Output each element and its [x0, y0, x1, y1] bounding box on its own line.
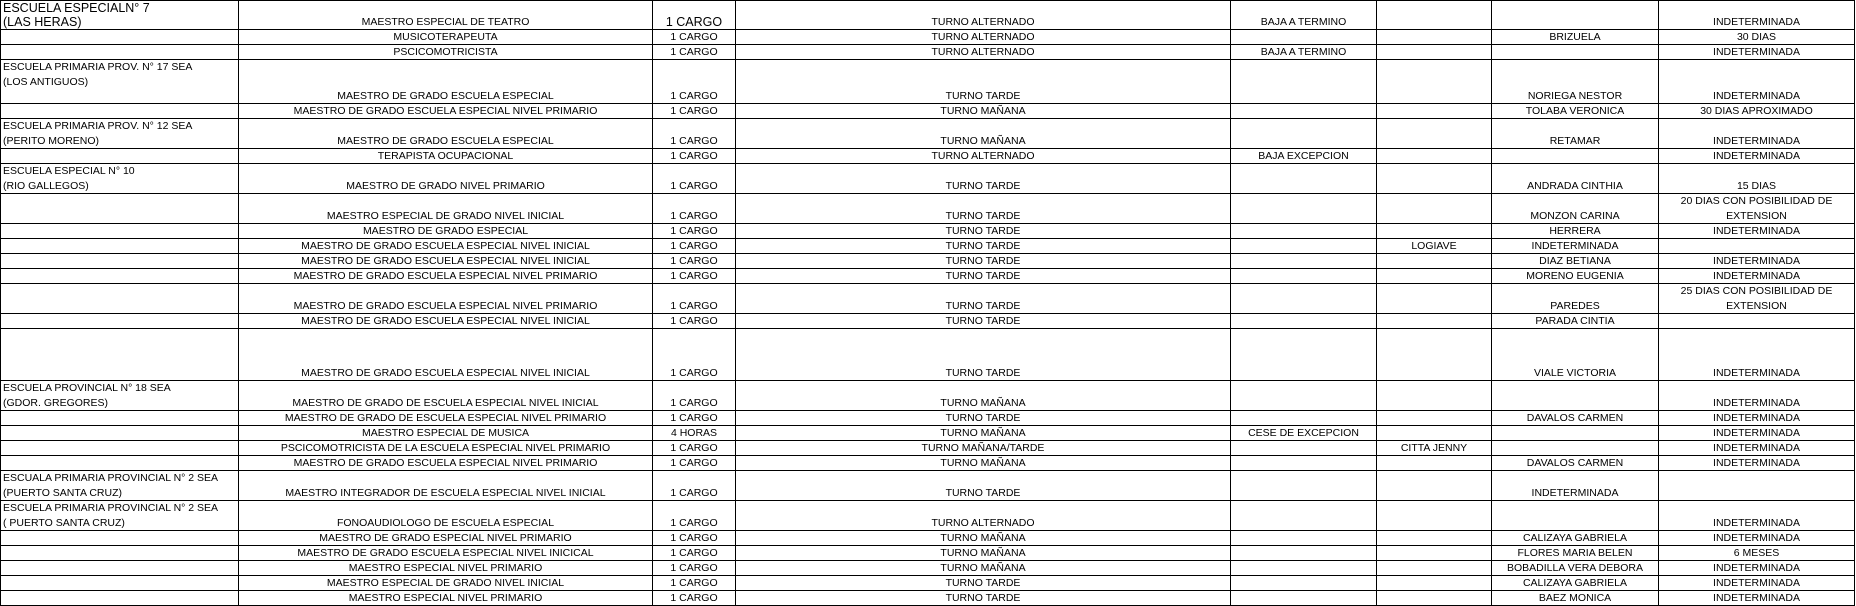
holder-cell: [1377, 104, 1492, 119]
holder-cell: [1377, 456, 1492, 471]
holder-cell: [1377, 60, 1492, 104]
shift-cell: TURNO TARDE: [736, 254, 1231, 269]
school-cell: [1, 546, 239, 561]
school-cell: ESCUELA PRIMARIA PROV. N° 17 SEA (LOS ANTIGUOS): [1, 60, 239, 104]
reason-cell: BAJA A TERMINO: [1231, 45, 1377, 60]
holder-cell: [1377, 254, 1492, 269]
holder-cell: [1377, 1, 1492, 30]
holder-cell: [1377, 471, 1492, 501]
quantity-cell: 1 CARGO: [653, 561, 736, 576]
position-cell: MAESTRO DE GRADO ESCUELA ESPECIAL NIVEL INICICAL: [239, 546, 653, 561]
school-cell: [1, 576, 239, 591]
duration-cell: INDETERMINADA: [1659, 456, 1855, 471]
school-cell: [1, 284, 239, 314]
duration-cell: INDETERMINADA: [1659, 329, 1855, 381]
replacement-cell: [1492, 1, 1659, 30]
reason-cell: [1231, 329, 1377, 381]
replacement-cell: BRIZUELA: [1492, 30, 1659, 45]
replacement-cell: CALIZAYA GABRIELA: [1492, 531, 1659, 546]
holder-cell: [1377, 164, 1492, 194]
shift-cell: TURNO TARDE: [736, 411, 1231, 426]
position-cell: PSCICOMOTRICISTA DE LA ESCUELA ESPECIAL NIVEL PRIMARIO: [239, 441, 653, 456]
position-cell: MAESTRO DE GRADO ESPECIAL: [239, 224, 653, 239]
school-cell: ESCUELA PROVINCIAL N° 18 SEA (GDOR. GREGORES): [1, 381, 239, 411]
school-cell: [1, 30, 239, 45]
shift-cell: TURNO TARDE: [736, 194, 1231, 224]
duration-cell: INDETERMINADA: [1659, 501, 1855, 531]
shift-cell: TURNO TARDE: [736, 576, 1231, 591]
school-cell: [1, 254, 239, 269]
reason-cell: [1231, 224, 1377, 239]
reason-cell: [1231, 164, 1377, 194]
quantity-cell: 1 CARGO: [653, 30, 736, 45]
table-row: [1, 471, 1855, 501]
quantity-cell: 1 CARGO: [653, 501, 736, 531]
school-cell: [1, 149, 239, 164]
replacement-cell: DIAZ BETIANA: [1492, 254, 1659, 269]
shift-cell: TURNO MAÑANA: [736, 561, 1231, 576]
quantity-cell: 1 CARGO: [653, 254, 736, 269]
replacement-cell: DAVALOS CARMEN: [1492, 456, 1659, 471]
replacement-cell: INDETERMINADA: [1492, 471, 1659, 501]
holder-cell: [1377, 411, 1492, 426]
holder-cell: [1377, 119, 1492, 149]
duration-cell: INDETERMINADA: [1659, 426, 1855, 441]
quantity-cell: 4 HORAS: [653, 426, 736, 441]
table-row: [1, 441, 1855, 456]
duration-cell: INDETERMINADA: [1659, 254, 1855, 269]
position-cell: MAESTRO ESPECIAL DE TEATRO: [239, 1, 653, 30]
reason-cell: [1231, 441, 1377, 456]
table-row: [1, 314, 1855, 329]
school-cell: [1, 239, 239, 254]
school-cell: [1, 314, 239, 329]
position-cell: MAESTRO INTEGRADOR DE ESCUELA ESPECIAL NIVEL INICIAL: [239, 471, 653, 501]
replacement-cell: VIALE VICTORIA: [1492, 329, 1659, 381]
duration-cell: INDETERMINADA: [1659, 224, 1855, 239]
holder-cell: [1377, 149, 1492, 164]
holder-cell: [1377, 329, 1492, 381]
duration-cell: 30 DIAS: [1659, 30, 1855, 45]
reason-cell: [1231, 381, 1377, 411]
reason-cell: [1231, 576, 1377, 591]
table-row: [1, 45, 1855, 60]
position-cell: MAESTRO DE GRADO ESCUELA ESPECIAL NIVEL PRIMARIO: [239, 456, 653, 471]
reason-cell: [1231, 456, 1377, 471]
reason-cell: [1231, 546, 1377, 561]
table-row: [1, 164, 1855, 194]
quantity-cell: 1 CARGO: [653, 591, 736, 606]
school-cell: [1, 224, 239, 239]
quantity-cell: 1 CARGO: [653, 329, 736, 381]
quantity-cell: 1 CARGO: [653, 164, 736, 194]
duration-cell: INDETERMINADA: [1659, 411, 1855, 426]
replacement-cell: PARADA CINTIA: [1492, 314, 1659, 329]
replacement-cell: PAREDES: [1492, 284, 1659, 314]
holder-cell: [1377, 531, 1492, 546]
duration-cell: INDETERMINADA: [1659, 1, 1855, 30]
shift-cell: TURNO TARDE: [736, 314, 1231, 329]
shift-cell: TURNO TARDE: [736, 224, 1231, 239]
school-cell: [1, 45, 239, 60]
shift-cell: TURNO MAÑANA: [736, 119, 1231, 149]
quantity-cell: 1 CARGO: [653, 531, 736, 546]
holder-cell: [1377, 561, 1492, 576]
replacement-cell: BOBADILLA VERA DEBORA: [1492, 561, 1659, 576]
shift-cell: TURNO TARDE: [736, 284, 1231, 314]
table-row: [1, 546, 1855, 561]
replacement-cell: [1492, 426, 1659, 441]
shift-cell: TURNO TARDE: [736, 60, 1231, 104]
school-cell: [1, 426, 239, 441]
replacement-cell: ANDRADA CINTHIA: [1492, 164, 1659, 194]
school-cell: [1, 411, 239, 426]
position-cell: MAESTRO DE GRADO NIVEL PRIMARIO: [239, 164, 653, 194]
quantity-cell: 1 CARGO: [653, 546, 736, 561]
position-cell: MAESTRO DE GRADO DE ESCUELA ESPECIAL NIVEL PRIMARIO: [239, 411, 653, 426]
table-row: [1, 194, 1855, 224]
duration-cell: 25 DIAS CON POSIBILIDAD DE EXTENSION: [1659, 284, 1855, 314]
duration-cell: INDETERMINADA: [1659, 561, 1855, 576]
shift-cell: TURNO ALTERNADO: [736, 1, 1231, 30]
duration-cell: INDETERMINADA: [1659, 119, 1855, 149]
school-cell: [1, 441, 239, 456]
replacement-cell: BAEZ MONICA: [1492, 591, 1659, 606]
position-cell: MAESTRO DE GRADO ESCUELA ESPECIAL NIVEL INICIAL: [239, 314, 653, 329]
position-cell: MAESTRO DE GRADO ESCUELA ESPECIAL NIVEL INICIAL: [239, 254, 653, 269]
position-cell: MAESTRO DE GRADO ESCUELA ESPECIAL NIVEL PRIMARIO: [239, 269, 653, 284]
table-row: [1, 60, 1855, 104]
quantity-cell: 1 CARGO: [653, 441, 736, 456]
holder-cell: [1377, 426, 1492, 441]
replacement-cell: RETAMAR: [1492, 119, 1659, 149]
table-row: [1, 284, 1855, 314]
quantity-cell: 1 CARGO: [653, 381, 736, 411]
school-cell: ESCUELA ESPECIAL N° 10 (RIO GALLEGOS): [1, 164, 239, 194]
duration-cell: INDETERMINADA: [1659, 441, 1855, 456]
shift-cell: TURNO MAÑANA: [736, 456, 1231, 471]
shift-cell: TURNO TARDE: [736, 591, 1231, 606]
quantity-cell: 1 CARGO: [653, 314, 736, 329]
replacement-cell: MORENO EUGENIA: [1492, 269, 1659, 284]
quantity-cell: 1 CARGO: [653, 45, 736, 60]
duration-cell: INDETERMINADA: [1659, 591, 1855, 606]
holder-cell: [1377, 194, 1492, 224]
table-row: [1, 591, 1855, 606]
table-row: [1, 239, 1855, 254]
holder-cell: [1377, 224, 1492, 239]
position-cell: MAESTRO DE GRADO ESPECIAL NIVEL PRIMARIO: [239, 531, 653, 546]
quantity-cell: 1 CARGO: [653, 239, 736, 254]
position-cell: FONOAUDIOLOGO DE ESCUELA ESPECIAL: [239, 501, 653, 531]
duration-cell: 20 DIAS CON POSIBILIDAD DE EXTENSION: [1659, 194, 1855, 224]
position-cell: MAESTRO DE GRADO ESCUELA ESPECIAL NIVEL INICIAL: [239, 239, 653, 254]
duration-cell: INDETERMINADA: [1659, 381, 1855, 411]
holder-cell: [1377, 269, 1492, 284]
reason-cell: BAJA A TERMINO: [1231, 1, 1377, 30]
quantity-cell: 1 CARGO: [653, 104, 736, 119]
holder-cell: [1377, 45, 1492, 60]
reason-cell: [1231, 254, 1377, 269]
holder-cell: [1377, 284, 1492, 314]
shift-cell: TURNO ALTERNADO: [736, 30, 1231, 45]
reason-cell: [1231, 561, 1377, 576]
replacement-cell: [1492, 501, 1659, 531]
position-cell: MAESTRO ESPECIAL NIVEL PRIMARIO: [239, 591, 653, 606]
holder-cell: [1377, 591, 1492, 606]
shift-cell: TURNO TARDE: [736, 471, 1231, 501]
duration-cell: 30 DIAS APROXIMADO: [1659, 104, 1855, 119]
position-cell: MAESTRO ESPECIAL DE GRADO NIVEL INICIAL: [239, 194, 653, 224]
school-cell: [1, 591, 239, 606]
position-cell: TERAPISTA OCUPACIONAL: [239, 149, 653, 164]
quantity-cell: 1 CARGO: [653, 269, 736, 284]
table-row: [1, 224, 1855, 239]
shift-cell: TURNO TARDE: [736, 329, 1231, 381]
quantity-cell: 1 CARGO: [653, 119, 736, 149]
table-row: [1, 381, 1855, 411]
duration-cell: INDETERMINADA: [1659, 531, 1855, 546]
quantity-cell: 1 CARGO: [653, 411, 736, 426]
replacement-cell: [1492, 441, 1659, 456]
table-row: [1, 426, 1855, 441]
position-cell: MAESTRO DE GRADO ESCUELA ESPECIAL NIVEL INICIAL: [239, 329, 653, 381]
replacement-cell: FLORES MARIA BELEN: [1492, 546, 1659, 561]
school-cell: [1, 104, 239, 119]
shift-cell: TURNO MAÑANA: [736, 546, 1231, 561]
reason-cell: [1231, 194, 1377, 224]
replacement-cell: CALIZAYA GABRIELA: [1492, 576, 1659, 591]
holder-cell: LOGIAVE: [1377, 239, 1492, 254]
table-row: [1, 1, 1855, 30]
replacement-cell: [1492, 381, 1659, 411]
table-row: [1, 254, 1855, 269]
reason-cell: [1231, 104, 1377, 119]
reason-cell: [1231, 314, 1377, 329]
reason-cell: [1231, 30, 1377, 45]
position-cell: MAESTRO DE GRADO ESCUELA ESPECIAL: [239, 119, 653, 149]
position-cell: MAESTRO ESPECIAL DE GRADO NIVEL INICIAL: [239, 576, 653, 591]
table-body: [1, 1, 1855, 606]
reason-cell: [1231, 591, 1377, 606]
school-cell: [1, 561, 239, 576]
school-cell: ESCUALA PRIMARIA PROVINCIAL N° 2 SEA (PUERTO SANTA CRUZ): [1, 471, 239, 501]
position-cell: MUSICOTERAPEUTA: [239, 30, 653, 45]
shift-cell: TURNO TARDE: [736, 164, 1231, 194]
table-row: [1, 531, 1855, 546]
position-cell: MAESTRO DE GRADO ESCUELA ESPECIAL: [239, 60, 653, 104]
reason-cell: [1231, 239, 1377, 254]
table-row: [1, 104, 1855, 119]
position-cell: MAESTRO DE GRADO DE ESCUELA ESPECIAL NIVEL INICIAL: [239, 381, 653, 411]
quantity-cell: 1 CARGO: [653, 149, 736, 164]
duration-cell: INDETERMINADA: [1659, 149, 1855, 164]
shift-cell: TURNO ALTERNADO: [736, 45, 1231, 60]
quantity-cell: 1 CARGO: [653, 576, 736, 591]
replacement-cell: INDETERMINADA: [1492, 239, 1659, 254]
reason-cell: [1231, 411, 1377, 426]
reason-cell: [1231, 531, 1377, 546]
duration-cell: INDETERMINADA: [1659, 60, 1855, 104]
shift-cell: TURNO MAÑANA/TARDE: [736, 441, 1231, 456]
table-row: [1, 456, 1855, 471]
school-cell: [1, 531, 239, 546]
replacement-cell: MONZON CARINA: [1492, 194, 1659, 224]
holder-cell: [1377, 381, 1492, 411]
school-cell: [1, 269, 239, 284]
table-row: [1, 501, 1855, 531]
duration-cell: [1659, 314, 1855, 329]
school-cell: ESCUELA ESPECIALN° 7 (LAS HERAS): [1, 1, 239, 30]
table-row: [1, 30, 1855, 45]
replacement-cell: [1492, 45, 1659, 60]
shift-cell: TURNO MAÑANA: [736, 426, 1231, 441]
duration-cell: 6 MESES: [1659, 546, 1855, 561]
shift-cell: TURNO TARDE: [736, 269, 1231, 284]
table-row: [1, 149, 1855, 164]
school-cell: [1, 194, 239, 224]
shift-cell: TURNO ALTERNADO: [736, 501, 1231, 531]
reason-cell: [1231, 60, 1377, 104]
duration-cell: [1659, 471, 1855, 501]
duration-cell: INDETERMINADA: [1659, 576, 1855, 591]
table-row: [1, 576, 1855, 591]
duration-cell: [1659, 239, 1855, 254]
duration-cell: INDETERMINADA: [1659, 45, 1855, 60]
replacement-cell: DAVALOS CARMEN: [1492, 411, 1659, 426]
quantity-cell: 1 CARGO: [653, 456, 736, 471]
holder-cell: [1377, 314, 1492, 329]
reason-cell: [1231, 284, 1377, 314]
reason-cell: CESE DE EXCEPCION: [1231, 426, 1377, 441]
position-cell: MAESTRO DE GRADO ESCUELA ESPECIAL NIVEL PRIMARIO: [239, 284, 653, 314]
table-row: [1, 561, 1855, 576]
position-cell: MAESTRO DE GRADO ESCUELA ESPECIAL NIVEL PRIMARIO: [239, 104, 653, 119]
quantity-cell: 1 CARGO: [653, 471, 736, 501]
reason-cell: [1231, 501, 1377, 531]
table-row: [1, 411, 1855, 426]
replacement-cell: NORIEGA NESTOR: [1492, 60, 1659, 104]
shift-cell: TURNO TARDE: [736, 239, 1231, 254]
table-row: [1, 119, 1855, 149]
reason-cell: [1231, 119, 1377, 149]
shift-cell: TURNO MAÑANA: [736, 531, 1231, 546]
quantity-cell: 1 CARGO: [653, 60, 736, 104]
school-cell: [1, 456, 239, 471]
duration-cell: 15 DIAS: [1659, 164, 1855, 194]
holder-cell: [1377, 501, 1492, 531]
shift-cell: TURNO ALTERNADO: [736, 149, 1231, 164]
quantity-cell: 1 CARGO: [653, 224, 736, 239]
replacement-cell: [1492, 149, 1659, 164]
reason-cell: [1231, 471, 1377, 501]
holder-cell: CITTA JENNY: [1377, 441, 1492, 456]
position-cell: MAESTRO ESPECIAL NIVEL PRIMARIO: [239, 561, 653, 576]
holder-cell: [1377, 30, 1492, 45]
quantity-cell: 1 CARGO: [653, 194, 736, 224]
position-cell: PSCICOMOTRICISTA: [239, 45, 653, 60]
school-cell: [1, 329, 239, 381]
shift-cell: TURNO MAÑANA: [736, 381, 1231, 411]
table-row: [1, 329, 1855, 381]
school-cell: ESCUELA PRIMARIA PROV. N° 12 SEA (PERITO MORENO): [1, 119, 239, 149]
table-row: [1, 269, 1855, 284]
position-cell: MAESTRO ESPECIAL DE MUSICA: [239, 426, 653, 441]
duration-cell: INDETERMINADA: [1659, 269, 1855, 284]
replacement-cell: HERRERA: [1492, 224, 1659, 239]
quantity-cell: 1 CARGO: [653, 284, 736, 314]
reason-cell: [1231, 269, 1377, 284]
shift-cell: TURNO MAÑANA: [736, 104, 1231, 119]
school-cell: ESCUELA PRIMARIA PROVINCIAL N° 2 SEA ( PUERTO SANTA CRUZ): [1, 501, 239, 531]
holder-cell: [1377, 576, 1492, 591]
reason-cell: BAJA EXCEPCION: [1231, 149, 1377, 164]
quantity-cell: 1 CARGO: [653, 1, 736, 30]
holder-cell: [1377, 546, 1492, 561]
replacement-cell: TOLABA VERONICA: [1492, 104, 1659, 119]
